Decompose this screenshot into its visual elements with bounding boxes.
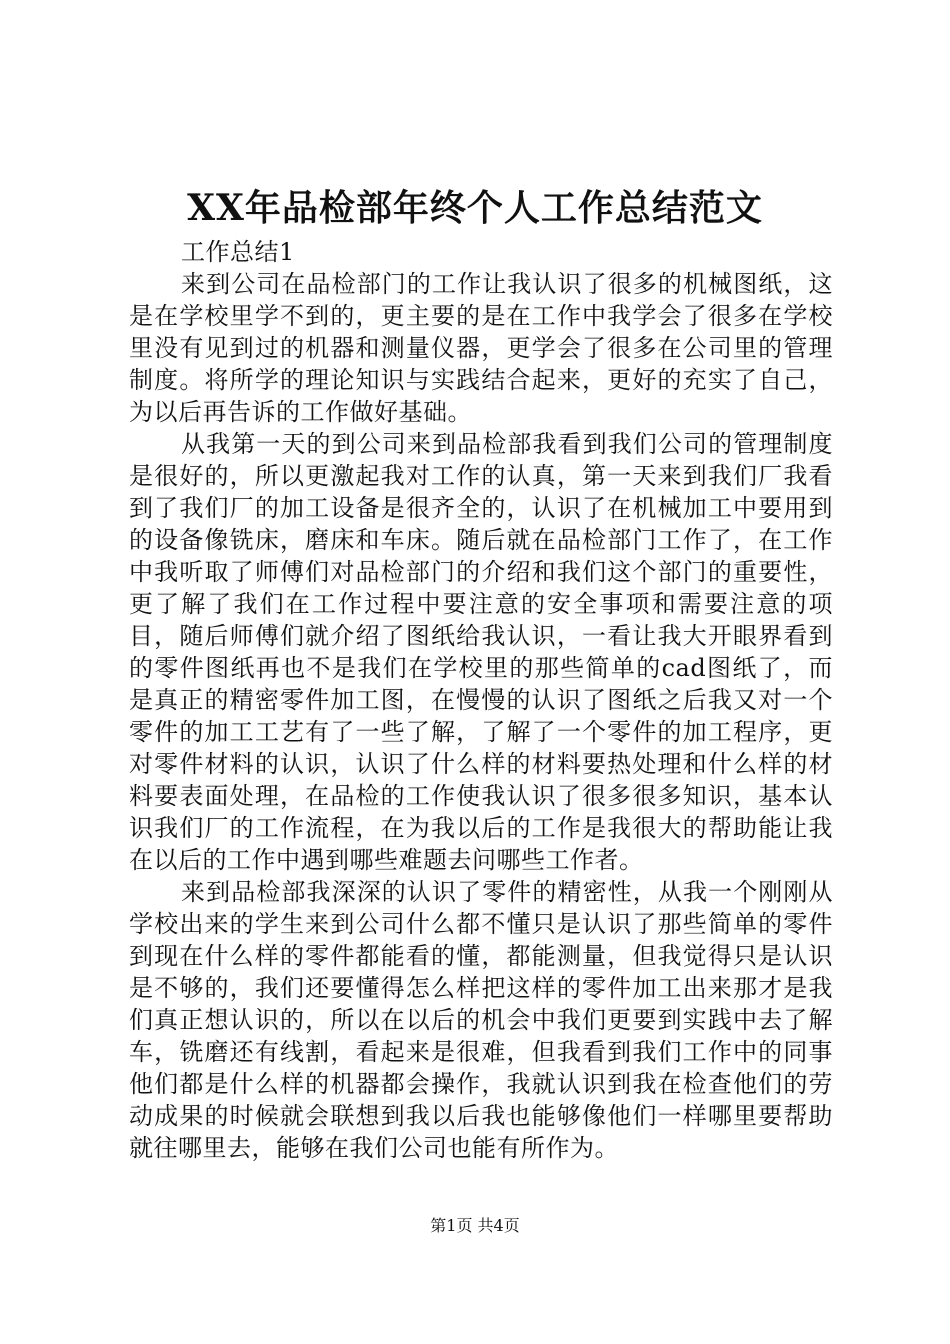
paragraph-2: 从我第一天的到公司来到品检部我看到我们公司的管理制度是很好的，所以更激起我对工作的认真，第一天来到我们厂我看到了我们厂的加工设备是很齐全的，认识了在机械加工中要用到的设备像铣床，磨床和车床。随后就在品检部门工作了，在工作中我听取了师傅们对品检部门的介绍和我们这个部门的重要性，更了解了我们在工作过程中要注意的安全事项和需要注意的项目，随后师傅们就介绍了图纸给我认识，一看让我大开眼界看到的零件图纸再也不是我们在学校里的那些简单的cad图纸了，而是真正的精密零件加工图，在慢慢的认识了图纸之后我又对一个零件的加工工艺有了一些了解，了解了一个零件的加工程序，更对零件材料的认识，认识了什么样的材料要热处理和什么样的材料要表面处理，在品检的工作使我认识了很多很多知识，基本认识我们厂的工作流程，在为我以后的工作是我很大的帮助能让我在以后的工作中遇到哪些难题去问哪些工作者。 (129, 430, 833, 874)
section-label: 工作总结1 (181, 238, 295, 266)
paragraph-3: 来到品检部我深深的认识了零件的精密性，从我一个刚刚从学校出来的学生来到公司什么都不懂只是认识了那些简单的零件到现在什么样的零件都能看的懂，都能测量，但我觉得只是认识是不够的，我们还要懂得怎么样把这样的零件加工出来那才是我们真正想认识的，所以在以后的机会中我们更要到实践中去了解车，铣磨还有线割，看起来是很难，但我看到我们工作中的同事他们都是什么样的机器都会操作，我就认识到我在检查他们的劳动成果的时候就会联想到我以后我也能够像他们一样哪里要帮助就往哪里去，能够在我们公司也能有所作为。 (129, 878, 833, 1162)
document-body (129, 236, 833, 1164)
page-number-footer: 第1页 共4页 (430, 1216, 520, 1235)
paragraph-1: 来到公司在品检部门的工作让我认识了很多的机械图纸，这是在学校里学不到的，更主要的是在工作中我学会了很多在学校里没有见到过的机器和测量仪器，更学会了很多在公司里的管理制度。将所学的理论知识与实践结合起来，更好的充实了自己，为以后再告诉的工作做好基础。 (129, 270, 833, 426)
document-title: XX年品检部年终个人工作总结范文 (187, 187, 763, 229)
